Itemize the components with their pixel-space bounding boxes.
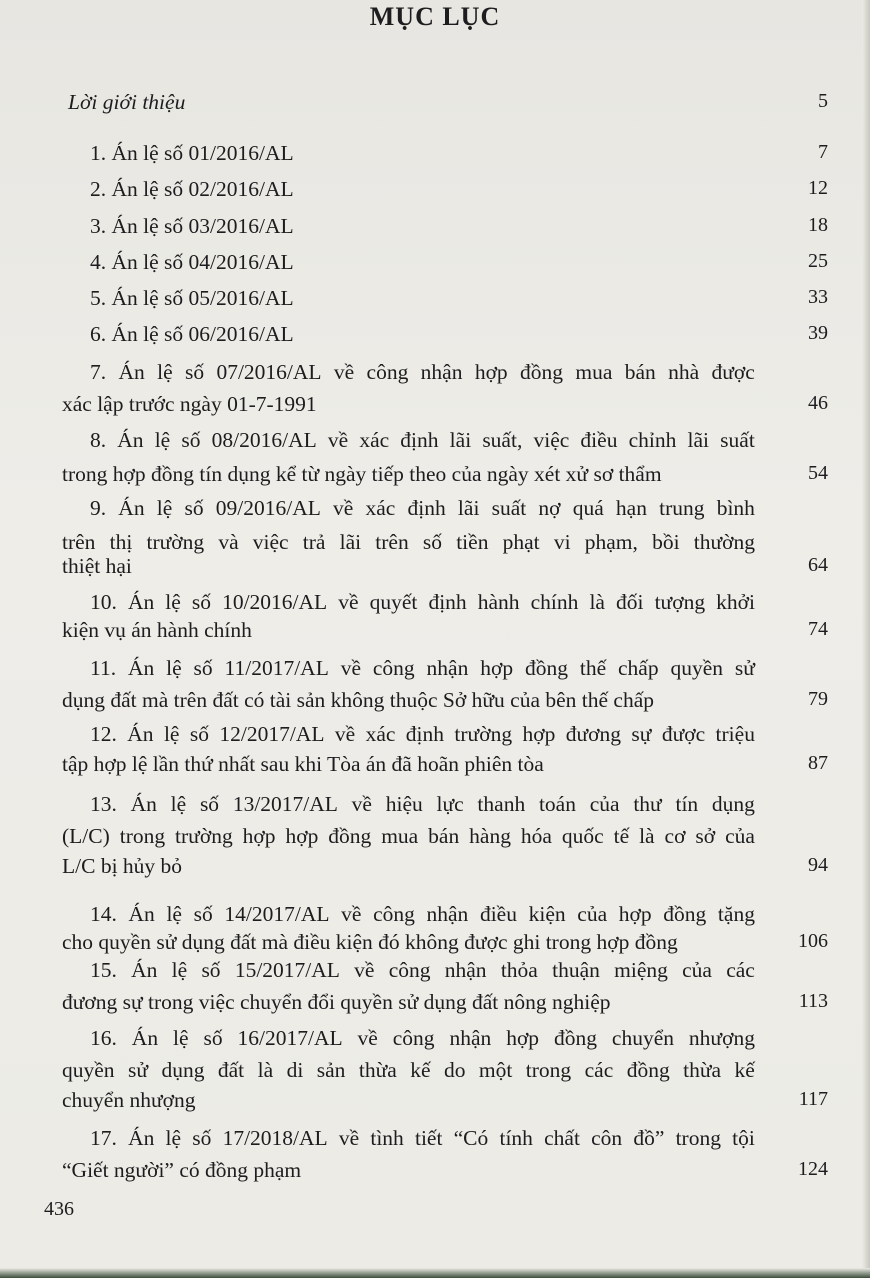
toc-entry-line: 12. Án lệ số 12/2017/AL về xác định trường hợp đương sự được triệu <box>90 722 755 746</box>
toc-entry-page: 113 <box>798 990 828 1012</box>
page-title: MỤC LỤC <box>369 2 501 31</box>
toc-entry-line: xác lập trước ngày 01-7-1991 <box>62 392 317 416</box>
toc-entry-page: 18 <box>808 214 828 236</box>
toc-entry-page: 5 <box>818 90 828 112</box>
toc-entry-page: 46 <box>808 392 828 414</box>
toc-entry-page: 12 <box>808 177 828 199</box>
toc-entry-page: 87 <box>808 752 828 774</box>
toc-entry-line: 9. Án lệ số 09/2016/AL về xác định lãi suất nợ quá hạn trung bình <box>90 496 755 520</box>
toc-entry-line: 14. Án lệ số 14/2017/AL về công nhận điều kiện của hợp đồng tặng <box>90 902 755 926</box>
toc-entry-page: 117 <box>798 1088 828 1110</box>
toc-entry-page: 25 <box>808 250 828 272</box>
toc-entry-line: cho quyền sử dụng đất mà điều kiện đó không được ghi trong hợp đồng <box>62 930 678 954</box>
toc-entry-page: 79 <box>808 688 828 710</box>
toc-entry-page: 124 <box>798 1158 828 1180</box>
toc-entry-line: L/C bị hủy bỏ <box>62 854 183 878</box>
toc-entry-page: 54 <box>808 462 828 484</box>
page-number: 436 <box>44 1198 74 1220</box>
toc-entry-page: 64 <box>808 554 828 576</box>
toc-entry-page: 74 <box>808 618 828 640</box>
toc-entry-line: thiệt hại <box>62 554 132 578</box>
toc-entry-line: 11. Án lệ số 11/2017/AL về công nhận hợp đồng thế chấp quyền sử <box>90 656 755 680</box>
toc-entry-line: dụng đất mà trên đất có tài sản không thuộc Sở hữu của bên thế chấp <box>62 688 655 712</box>
toc-entry-page: 39 <box>808 322 828 344</box>
toc-entry-line: 7. Án lệ số 07/2016/AL về công nhận hợp đồng mua bán nhà được <box>90 360 755 384</box>
toc-entry-page: 7 <box>818 141 828 163</box>
toc-entry-line: quyền sử dụng đất là di sản thừa kế do một trong các đồng thừa kế <box>62 1058 755 1082</box>
toc-entry-line: 6. Án lệ số 06/2016/AL <box>90 322 294 346</box>
toc-entry-line: chuyển nhượng <box>62 1088 196 1112</box>
toc-entry-line: 17. Án lệ số 17/2018/AL về tình tiết “Có tính chất côn đồ” trong tội <box>90 1126 755 1150</box>
toc-entry-line: 1. Án lệ số 01/2016/AL <box>90 141 294 165</box>
toc-entry-line: trong hợp đồng tín dụng kể từ ngày tiếp theo của ngày xét xử sơ thẩm <box>62 462 662 486</box>
toc-entry-line: 2. Án lệ số 02/2016/AL <box>90 177 294 201</box>
toc-entry-line: kiện vụ án hành chính <box>62 618 252 642</box>
toc-entry-line: 8. Án lệ số 08/2016/AL về xác định lãi suất, việc điều chỉnh lãi suất <box>90 428 755 452</box>
toc-entry-line: 3. Án lệ số 03/2016/AL <box>90 214 294 238</box>
toc-entry-line: 10. Án lệ số 10/2016/AL về quyết định hành chính là đối tượng khởi <box>90 590 755 614</box>
toc-entry-line: 4. Án lệ số 04/2016/AL <box>90 250 294 274</box>
toc-entry-page: 33 <box>808 286 828 308</box>
toc-entry-line: 15. Án lệ số 15/2017/AL về công nhận thỏa thuận miệng của các <box>90 958 755 982</box>
toc-entry-line: Lời giới thiệu <box>68 90 186 114</box>
toc-entry-line: đương sự trong việc chuyển đổi quyền sử dụng đất nông nghiệp <box>62 990 611 1014</box>
toc-entry-page: 94 <box>808 854 828 876</box>
toc-entry-line: 16. Án lệ số 16/2017/AL về công nhận hợp đồng chuyển nhượng <box>90 1026 755 1050</box>
toc-entry-page: 106 <box>798 930 828 952</box>
toc-entry-line: tập hợp lệ lần thứ nhất sau khi Tòa án đã hoãn phiên tòa <box>62 752 544 776</box>
book-cover-edge <box>0 1268 870 1278</box>
toc-entry-line: 13. Án lệ số 13/2017/AL về hiệu lực thanh toán của thư tín dụng <box>90 792 755 816</box>
toc-entry-line: 5. Án lệ số 05/2016/AL <box>90 286 294 310</box>
toc-entry-line: (L/C) trong trường hợp hợp đồng mua bán hàng hóa quốc tế là cơ sở của <box>62 824 755 848</box>
toc-entry-line: “Giết người” có đồng phạm <box>62 1158 302 1182</box>
toc-entry-line: trên thị trường và việc trả lãi trên số tiền phạt vi phạm, bồi thường <box>62 530 755 554</box>
